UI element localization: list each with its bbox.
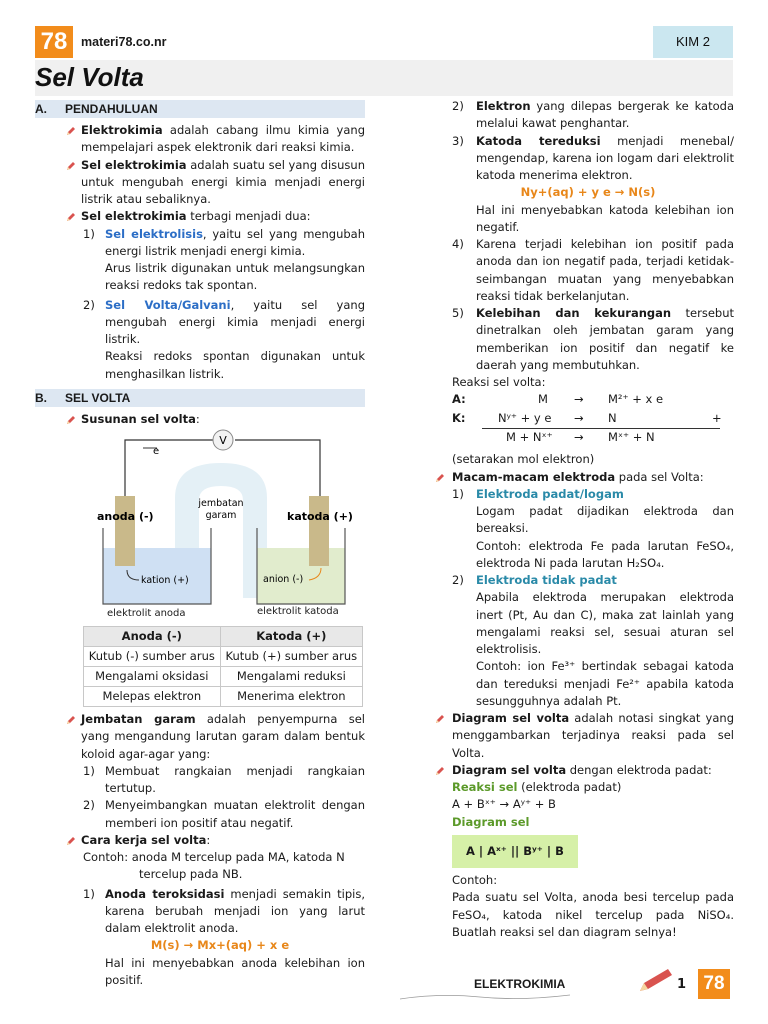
list-item: 1) Membuat rangkaian menjadi rangkaian tertutup.: [83, 763, 365, 795]
page-footer: [400, 975, 730, 1005]
reaction-note: (setarakan mol elektron): [452, 452, 595, 467]
list-item: 2) Elektron yang dilepas bergerak ke katoda melalui kawat penghantar.: [452, 99, 734, 131]
bullet-susunan: Susunan sel volta:: [35, 411, 365, 428]
reaksi-sel-label: Reaksi sel (elektroda padat): [452, 780, 622, 794]
table-row: Mengalami oksidasi Mengalami reduksi: [84, 667, 363, 687]
cell-diagram-box: A | Aˣ⁺ || Bʸ⁺ | B: [452, 835, 578, 868]
list-item: 2) Menyeimbangkan muatan elektrolit dengan memberi ion positif atau negatif.: [83, 798, 365, 830]
anode-electrode: [115, 496, 135, 566]
pencil-icon: [65, 125, 77, 137]
list-note: Apabila elektroda merupakan elektroda inert (Pt, Au dan C), maka zat lainlah yang mengalami reaksi sel, sesuai aturan sel elektrolisis.: [476, 590, 734, 656]
bullet-macam-elektroda: Macam-macam elektroda pada sel Volta:: [412, 469, 734, 486]
list-item: 1) Anoda teroksidasi menjadi semakin tipis, karena berubah menjadi ion yang larut dalam elektrolit anoda.: [83, 886, 365, 935]
pencil-icon: [65, 414, 77, 426]
pencil-icon: [434, 713, 446, 725]
list-note: Hal ini menyebabkan anoda kelebihan ion positif.: [105, 955, 365, 987]
list-note: Reaksi redoks spontan digunakan untuk menghasilkan listrik.: [105, 349, 365, 381]
pencil-icon: [636, 967, 676, 993]
list-item: 1) Elektroda padat/logam: [452, 486, 624, 501]
subject-badge: KIM 2: [653, 26, 733, 58]
svg-text:garam: garam: [205, 510, 237, 521]
table-row: Kutub (-) sumber arus Kutub (+) sumber arus: [84, 647, 363, 667]
diagram-sel-label: Diagram sel: [452, 814, 530, 829]
pencil-icon: [65, 714, 77, 726]
page-header: [35, 26, 733, 58]
left-column: [35, 98, 365, 989]
section-a-heading: A. PENDAHULUAN: [35, 100, 365, 118]
chapter-label: ELEKTROKIMIA: [474, 977, 566, 991]
list-note: Logam padat dijadikan elektroda dan bereaksi.: [476, 504, 734, 536]
comparison-table: [83, 626, 363, 707]
pencil-icon: [65, 835, 77, 847]
svg-text:anoda (-): anoda (-): [97, 510, 154, 523]
cathode-electrode: [309, 496, 329, 566]
pencil-icon: [434, 472, 446, 484]
volta-cell-diagram: [35, 428, 365, 608]
page-number: 1: [676, 977, 686, 992]
list-note: Contoh: elektroda Fe pada larutan FeSO₄, elektroda Ni pada larutan H₂SO₄.: [476, 538, 734, 570]
svg-text:katoda (+): katoda (+): [287, 510, 353, 523]
example-label: Contoh:: [452, 873, 498, 887]
table-row: Melepas elektron Menerima elektron: [84, 687, 363, 707]
bullet-cara-kerja: Cara kerja sel volta:: [35, 832, 365, 849]
brand-logo: 78: [35, 26, 73, 58]
list-note: Arus listrik digunakan untuk melangsungkan reaksi redoks tak spontan.: [105, 261, 365, 293]
table-header: Katoda (+): [220, 627, 362, 647]
list-item: 1) Sel elektrolisis, yaitu sel yang mengubah energi listrik menjadi energi kimia.: [83, 226, 365, 258]
example-text: Pada suatu sel Volta, anoda besi tercelup pada FeSO₄, katoda nikel tercelup pada NiSO₄. Buatlah reaksi sel dan diagram selnya!: [452, 890, 734, 939]
svg-text:jembatan: jembatan: [198, 498, 244, 509]
list-note: Contoh: ion Fe³⁺ bertindak sebagai katoda dan tereduksi menjadi Fe²⁺ apabila katoda sesungguhnya adalah Pt.: [476, 659, 734, 708]
pencil-icon: [65, 211, 77, 223]
svg-text:anion (-): anion (-): [263, 574, 304, 585]
bullet-sel-elektrokimia-types: Sel elektrokimia terbagi menjadi dua:: [35, 208, 365, 225]
bullet-diagram-sel-padat: Diagram sel volta dengan elektroda padat:: [412, 762, 734, 779]
list-item: 2) Sel Volta/Galvani, yaitu sel yang mengubah energi kimia menjadi energi listrik.: [83, 297, 365, 346]
list-item: 4) Karena terjadi kelebihan ion positif pada anoda dan ion negatif pada, terjadi ketidak-seimbangan muatan yang menyebabkan reaksi tidak berkelanjutan.: [452, 237, 734, 303]
svg-text:kation (+): kation (+): [141, 575, 189, 586]
bullet-jembatan-garam: Jembatan garam adalah penyempurna sel yang mengandung larutan garam dalam bentuk koloid agar-agar yang:: [35, 711, 365, 763]
section-b-heading: B. SEL VOLTA: [35, 389, 365, 407]
svg-text:V: V: [219, 434, 227, 447]
right-column: [412, 98, 734, 941]
electrolyte-anode-label: elektrolit anoda: [107, 608, 186, 619]
reaction-label: Reaksi sel volta:: [452, 375, 546, 389]
reaksi-sel-equation: A + Bˣ⁺ → Aʸ⁺ + B: [452, 797, 556, 812]
pencil-icon: [434, 765, 446, 777]
contoh-line: tercelup pada NB.: [139, 867, 243, 882]
anode-equation: M(s) → Mx+(aq) + x e: [150, 938, 290, 953]
page-title: Sel Volta: [35, 62, 144, 92]
bullet-sel-elektrokimia: Sel elektrokimia adalah suatu sel yang disusun untuk mengubah energi kimia menjadi energi listrik atau sebaliknya.: [35, 157, 365, 209]
table-header: Anoda (-): [84, 627, 221, 647]
contoh-line: Contoh: anoda M tercelup pada MA, katoda N: [83, 850, 345, 864]
list-item: 2) Elektroda tidak padat: [452, 573, 617, 587]
list-note: Hal ini menyebabkan katoda kelebihan ion negatif.: [476, 202, 734, 234]
bullet-elektrokimia: Elektrokimia adalah cabang ilmu kimia yang mempelajari aspek elektronik dari reaksi kimia.: [35, 122, 365, 157]
footer-logo: 78: [698, 969, 730, 999]
electrolyte-cathode-label: elektrolit katoda: [257, 606, 339, 617]
reaction-table: A: M → M²⁺ + x e K: Nʸ⁺ + y e → N + M + Nˣ⁺ → Mˣ⁺ + N: [452, 392, 722, 445]
cathode-equation: Ny+(aq) + y e → N(s): [520, 185, 656, 200]
pencil-icon: [65, 160, 77, 172]
list-item: 5) Kelebihan dan kekurangan tersebut dinetralkan oleh jembatan garam yang memberikan ion positif dan negatif ke daerah yang membutuhkan.: [452, 306, 734, 372]
site-name[interactable]: materi78.co.nr: [81, 35, 167, 49]
svg-text:e: e: [153, 446, 160, 457]
list-item: 3) Katoda tereduksi menjadi menebal/ mengendap, karena ion logam dari elektrolit katoda menerima elektron.: [452, 133, 734, 182]
bullet-diagram-sel: Diagram sel volta adalah notasi singkat yang menggambarkan terjadinya reaksi pada sel Volta.: [412, 710, 734, 762]
